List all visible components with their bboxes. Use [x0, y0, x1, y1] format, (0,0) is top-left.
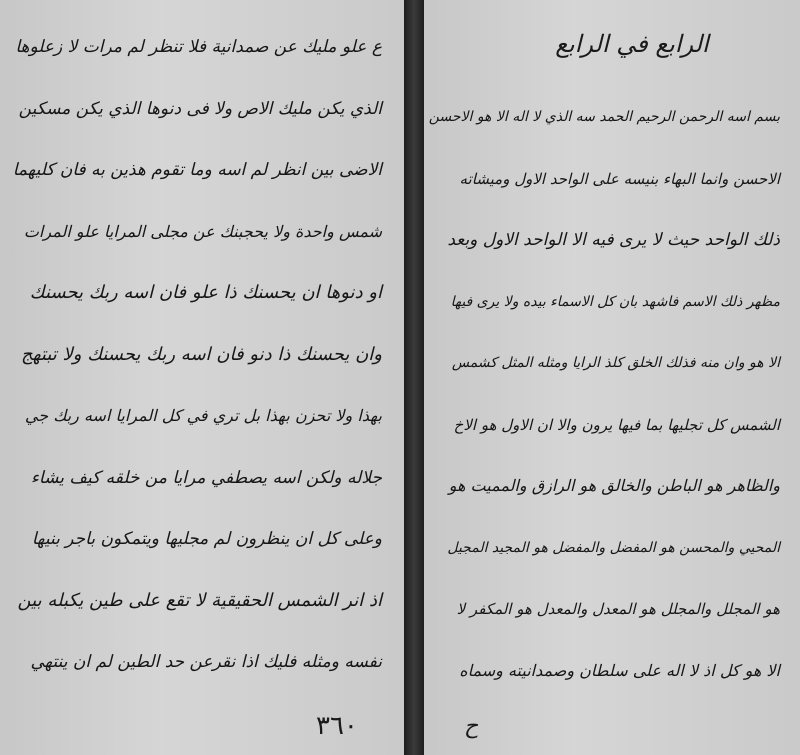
- right-line: مظهر ذلك الاسم فاشهد بان كل الاسماء بيده ولا يرى فيها: [450, 293, 780, 310]
- right-line: الا هو كل اذ لا اله على سلطان وصمدانيته وسماه: [459, 660, 780, 680]
- right-line: الاحسن وانما البهاء بنيسه على الواحد الاول وميشاته: [459, 169, 780, 188]
- right-line: هو المجلل والمجلل هو المعدل والمعدل هو المكفر لا: [456, 600, 780, 618]
- page-heading: الرابع في الرابع: [555, 30, 709, 58]
- right-page-text-block: [424, 0, 800, 755]
- left-line: جلاله ولكن اسه يصطفي مرايا من خلقه كيف يشاء: [30, 467, 382, 488]
- right-line: الشمس كل تجليها بما فيها يرون والا ان الاول هو الاخ: [453, 415, 780, 434]
- left-line: شمس واحدة ولا يحجبنك عن مجلى المرايا علو المرات: [23, 221, 382, 241]
- left-line: وعلى كل ان ينظرون لم مجليها ويتمكون باجر بنيها: [31, 529, 382, 549]
- right-line: ذلك الواحد حيث لا يرى فيه الا الواحد الاول وبعد: [447, 230, 780, 250]
- right-line: المحيي والمحسن هو المفضل والمفضل هو المجيد المجيل: [447, 539, 780, 556]
- left-line: اذ انر الشمس الحقيقية لا تقع على طين يكبله بين: [17, 589, 382, 611]
- left-line: الاضى بين انظر لم اسه وما تقوم هذين به فان كليهما: [12, 160, 382, 180]
- catchword: ح: [464, 714, 479, 739]
- right-line: بسم اسه الرحمن الرحيم الحمد سه الذي لا اله الا هو الاحسن: [428, 109, 780, 125]
- left-line: ع علو مليك عن صمدانية فلا تنظر لم مرات لا زعلوها: [15, 37, 382, 57]
- right-line: والظاهر هو الباطن والخالق هو الرازق والمميت هو: [448, 476, 780, 495]
- book-gutter: [404, 0, 424, 755]
- left-line: بهذا ولا تحزن بهذا بل تري في كل المرايا اسه ربك جي: [24, 406, 382, 425]
- right-line: الا هو وان منه فذلك الخلق كلذ الرايا ومثله المثل كشمس: [451, 355, 780, 371]
- folio-number: ٣٦٠: [316, 711, 358, 741]
- left-line: او دنوها ان يحسنك ذا علو فان اسه ربك يحسنك: [29, 282, 382, 303]
- left-line: نفسه ومثله فليك اذا نقرعن حد الطين لم ان ينتهي: [30, 652, 382, 672]
- left-line: وان يحسنك ذا دنو فان اسه ربك يحسنك ولا تبتهج: [21, 343, 382, 365]
- right-page: [424, 0, 800, 755]
- left-line: الذي يكن مليك الاص ولا فى دنوها الذي يكن مسكين: [18, 98, 382, 119]
